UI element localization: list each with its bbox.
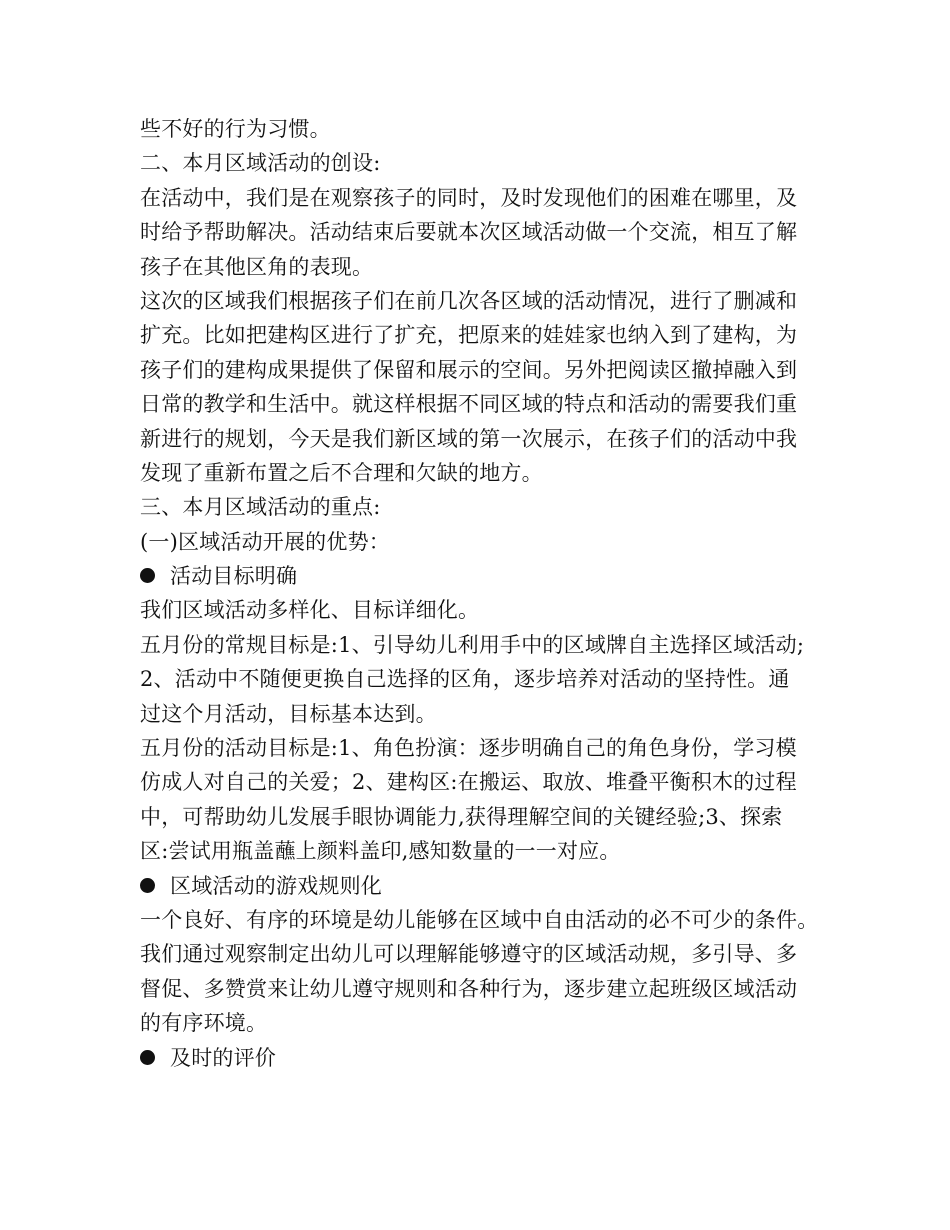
bullet-icon	[140, 568, 155, 583]
text-line: 区:尝试用瓶盖蘸上颜料盖印,感知数量的一一对应。	[140, 839, 621, 864]
text-line: 的有序环境。	[140, 1011, 268, 1036]
text-line: 过这个月活动，目标基本达到。	[140, 701, 437, 726]
bullet-label: 活动目标明确	[170, 564, 298, 589]
bullet-label: 及时的评价	[170, 1045, 276, 1070]
text-line: 这次的区域我们根据孩子们在前几次各区域的活动情况，进行了删减和	[140, 288, 798, 313]
bullet-icon	[140, 1050, 155, 1065]
text-line: 日常的教学和生活中。就这样根据不同区域的特点和活动的需要我们重	[140, 392, 798, 417]
text-line: 中，可帮助幼儿发展手眼协调能力,获得理解空间的关键经验;3、探索	[140, 804, 783, 829]
text-line: 在活动中，我们是在观察孩子的同时，及时发现他们的困难在哪里，及	[140, 185, 798, 210]
bullet-item	[140, 559, 840, 593]
bullet-label: 区域活动的游戏规则化	[170, 873, 382, 898]
bullet-item	[140, 1041, 840, 1075]
text-line: 仿成人对自己的关爱；2、建构区:在搬运、取放、堆叠平衡积木的过程	[140, 770, 797, 795]
section-heading: 二、本月区域活动的创设:	[140, 151, 381, 176]
text-line: 扩充。比如把建构区进行了扩充，把原来的娃娃家也纳入到了建构，为	[140, 323, 798, 348]
subsection-heading: (一)区域活动开展的优势：	[140, 529, 390, 554]
bullet-icon	[140, 878, 155, 893]
text-line: 五月份的常规目标是:1、引导幼儿利用手中的区域牌自主选择区域活动;	[140, 632, 805, 657]
text-line: 2、活动中不随便更换自己选择的区角，逐步培养对活动的坚持性。通	[140, 667, 790, 692]
text-line: 时给予帮助解决。活动结束后要就本次区域活动做一个交流，相互了解	[140, 220, 798, 245]
text-line: 督促、多赞赏来让幼儿遵守规则和各种行为，逐步建立起班级区域活动	[140, 976, 798, 1001]
text-line: 我们通过观察制定出幼儿可以理解能够遵守的区域活动规，多引导、多	[140, 942, 798, 967]
text-line: 五月份的活动目标是:1、角色扮演：逐步明确自己的角色身份，学习模	[140, 736, 797, 761]
text-line: 些不好的行为习惯。	[140, 117, 331, 141]
text-line: 孩子们的建构成果提供了保留和展示的空间。另外把阅读区撤掉融入到	[140, 357, 798, 382]
document-body	[140, 112, 840, 1075]
text-line: 新进行的规划，今天是我们新区域的第一次展示，在孩子们的活动中我	[140, 426, 798, 451]
section-heading: 三、本月区域活动的重点:	[140, 495, 381, 520]
text-line: 发现了重新布置之后不合理和欠缺的地方。	[140, 460, 543, 485]
text-line: 孩子在其他区角的表现。	[140, 254, 374, 279]
text-line: 一个良好、有序的环境是幼儿能够在区域中自由活动的必不可少的条件。	[140, 907, 819, 932]
bullet-item	[140, 869, 840, 903]
text-line: 我们区域活动多样化、目标详细化。	[140, 598, 480, 623]
